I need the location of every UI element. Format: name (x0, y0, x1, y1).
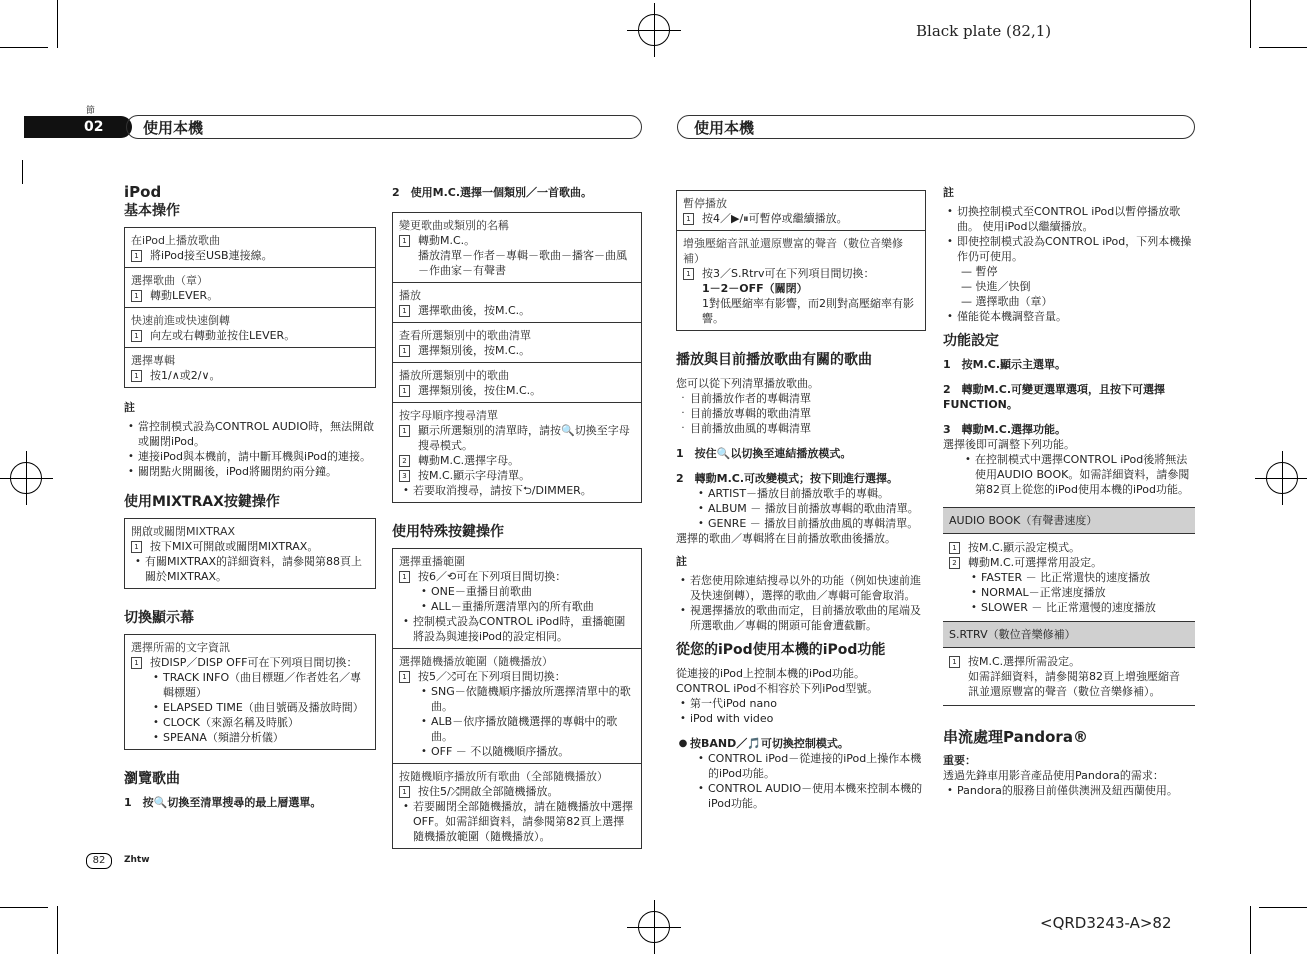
column-1 (124, 185, 376, 810)
bullet-icon: • (421, 746, 427, 757)
crop-mark (1250, 906, 1251, 954)
bullet-icon: • (403, 801, 409, 812)
list-item: • CLOCK（來源名稱及時脈） (131, 715, 369, 730)
step-number-icon: 1 (683, 213, 694, 225)
heading-ipod: iPod (124, 183, 162, 201)
language-code: Zhtw (124, 855, 150, 865)
heading-pandora: 串流處理Pandora® (943, 728, 1088, 746)
step-number-icon: 1 (131, 250, 142, 262)
list-item: • FASTER － 比正常還快的速度播放 (949, 570, 1189, 585)
bullet-icon: • (680, 698, 686, 709)
registration-mark (638, 911, 670, 943)
crop-mark (1259, 907, 1307, 908)
bullet-icon: • (698, 488, 704, 499)
step-text: 將iPod接至USB連接線。 (150, 249, 273, 262)
step-text: 轉動LEVER。 (150, 289, 219, 302)
list-item: • 第一代iPod nano (676, 696, 926, 711)
table-row (125, 228, 375, 267)
heading-switch-display: 切換顯示幕 (124, 610, 194, 626)
list-item: • OFF － 不以隨機順序播放。 (399, 744, 635, 759)
heading-mixtrax: 使用MIXTRAX按鍵操作 (124, 494, 280, 510)
table-row: 播放所選類別中的歌曲 1 選擇類別後，按住M.C.。 (393, 362, 641, 402)
step-number-icon: 2 (399, 455, 410, 467)
step-number-icon: 1 (399, 786, 410, 798)
list-item: · 目前播放作者的專輯清單 (681, 392, 811, 405)
step-number-icon: 1 (399, 345, 410, 357)
bullet-icon: • (947, 785, 953, 796)
table-row (125, 267, 375, 307)
bullet-icon: • (153, 717, 159, 728)
list-item: • Pandora的服務目前僅供澳洲及紐西蘭使用。 (943, 783, 1195, 798)
list-item: — 暫停 (961, 265, 998, 278)
list-item: • 連接iPod與本機前，請中斷耳機與iPod的連接。 (124, 449, 376, 464)
bullet-icon: • (698, 503, 704, 514)
bullet-icon: • (698, 783, 704, 794)
display-table: 選擇所需的文字資訊 1 按DISP／DISP OFF可在下列項目間切換： • TRACK INFO（曲目標題／作者姓名／專輯標題） • ELAPSED TIME（曲目號碼及播放時間） • CLOCK（來源名稱及時脈） • SPEANA（頻譜分析儀） (124, 634, 376, 750)
list-item: • TRACK INFO（曲目標題／作者姓名／專輯標題） (131, 670, 369, 700)
bullet-icon: • (153, 672, 159, 683)
audiobook-section: 1 按M.C.顯示設定模式。 2 轉動M.C.可選擇常用設定。 • FASTER － 比正常還快的速度播放 • NORMAL－正常速度播放 • SLOWER － 比正常還慢的速度播放 (943, 534, 1195, 615)
row-title: 選擇專輯 (131, 354, 175, 367)
list-item: · 目前播放專輯的歌曲清單 (681, 407, 811, 420)
table-row: 播放 1 選擇歌曲後，按M.C.。 (393, 282, 641, 322)
bullet-icon: • (421, 686, 427, 697)
list-item: • SPEANA（頻譜分析儀） (131, 730, 369, 745)
bullet-icon: • (403, 616, 409, 627)
document-code: <QRD3243-A>82 (1040, 914, 1172, 932)
list-item: • NORMAL－正常速度播放 (949, 585, 1189, 600)
list-item: • 僅能從本機調整音量。 (943, 309, 1195, 324)
bullet-icon: • (947, 311, 953, 322)
table-row (125, 307, 375, 347)
step-2: 2 使用M.C.選擇一個類別／一首歌曲。 (392, 186, 593, 199)
list-item: • 若要關閉全部隨機播放，請在隨機播放中選擇OFF。如需詳細資料，請參閱第82頁上選擇隨機播放範圍（隨機播放）。 (399, 799, 635, 844)
column-2 (392, 185, 642, 861)
row-title: 選擇所需的文字資訊 (131, 641, 230, 654)
list-item: • ARTIST－播放目前播放歌手的專輯。 (676, 486, 926, 501)
bullet-icon: ● (678, 738, 688, 749)
step-text: 向左或右轉動並按住LEVER。 (150, 329, 296, 342)
step-number-icon: 3 (399, 470, 410, 482)
heading-basic-operations: 基本操作 (124, 203, 180, 219)
bullet-icon: • (680, 575, 686, 586)
list-item: • ALBUM － 播放目前播放專輯的歌曲清單。 (676, 501, 926, 516)
step-text: 按1/∧或2/∨。 (150, 369, 221, 382)
step-number-icon: 1 (399, 671, 410, 683)
bullet-icon: • (128, 466, 134, 477)
list-item: • ELAPSED TIME（曲目號碼及播放時間） (131, 700, 369, 715)
registration-mark (1266, 462, 1298, 494)
srtrv-section: 1 按M.C.選擇所需設定。 如需詳細資料，請參閱第82頁上增強壓縮音訊並還原豐富的聲音（數位音樂修補）。 (943, 648, 1195, 706)
list-item: • iPod with video (676, 711, 926, 726)
step-number-icon: 1 (399, 571, 410, 583)
audiobook-header: AUDIO BOOK（有聲書速度） (943, 507, 1195, 534)
crop-mark (0, 47, 48, 48)
list-item: • CONTROL AUDIO－使用本機來控制本機的iPod功能。 (676, 781, 926, 811)
note-label: 註 (676, 555, 687, 568)
list-item: • ALB－依序播放隨機選擇的專輯中的歌曲。 (399, 714, 635, 744)
chapter-label: 節 (86, 106, 96, 116)
bullet-icon: • (971, 587, 977, 598)
registration-mark (10, 462, 42, 494)
step-number-icon: 2 (949, 557, 960, 569)
list-item: • ONE－重播目前歌曲 (399, 584, 635, 599)
bullet-icon: • (965, 454, 971, 465)
section-title-left: 使用本機 (126, 115, 642, 139)
note-label: 註 (124, 401, 135, 414)
list-item: • GENRE － 播放目前播放曲風的專輯清單。 (676, 516, 926, 531)
list-item: • CONTROL iPod－從連接的iPod上操作本機的iPod功能。 (676, 751, 926, 781)
step-number-icon: 1 (399, 235, 410, 247)
step-number-icon: 1 (949, 542, 960, 554)
step-number-icon: 1 (399, 305, 410, 317)
category-table (392, 212, 642, 503)
table-row: 選擇隨機播放範圍（隨機播放） 1 按5／⤮可在下列項目間切換： • SNG－依隨機順序播放所選擇清單中的歌曲。 • ALB－依序播放隨機選擇的專輯中的歌曲。 • OFF － 不以隨機順序播放。 (393, 648, 641, 763)
column-4: 註 • 切換控制模式至CONTROL iPod以暫停播放歌曲。 使用iPod以繼續播放。 • 即使控制模式設為CONTROL iPod，下列本機操作仍可使用。 — 暫停 — 快進／快倒 — 選擇歌曲（章） • 僅能從本機調整音量。 功能設定 1 按M.C.顯示主選單。 2 轉動M.C.可變更選單選項，且按下可選擇FUNCTION。 3 轉動M.C.選擇功能。 選擇後即可調整下列功能。 • 在控制模式中選擇CONTROL iPod後將無法使用AUDIO BOOK。如需詳細資料，請參閱第82頁上從您的iPod使用本機的iPod功能。 AUDIO BOOK（有聲書速度） 1 按M.C.顯示設定模式。 2 轉動M.C.可選擇常用設定。 • FASTER － 比正常還快的速度播放 • NORMAL－正常速度播放 • SLOWER － 比正常還慢的速度播放 S.RTRV（數位音樂修補） 1 按M.C.選擇所需設定。 如需詳細資料，請參閱第82頁上增強壓縮音訊並還原豐富的聲音（數位音樂修補）。 串流處理Pandora® 重要： 透過先鋒車用影音產品使用Pandora的需求： • Pandora的服務目前僅供澳洲及紐西蘭使用。 (943, 185, 1195, 798)
row-title: 快速前進或快速倒轉 (131, 314, 230, 327)
step-number-icon: 1 (949, 656, 960, 668)
crop-mark (1259, 47, 1307, 48)
bullet-icon: • (698, 518, 704, 529)
srtrv-header: S.RTRV（數位音樂修補） (943, 621, 1195, 648)
row-title: 開啟或關閉MIXTRAX (131, 525, 236, 538)
list-item: • 關閉點火開關後，iPod將關閉約兩分鐘。 (124, 464, 376, 479)
bullet-icon: • (680, 713, 686, 724)
list-item: • 即使控制模式設為CONTROL iPod，下列本機操作仍可使用。 (943, 234, 1195, 264)
bullet-icon: • (698, 753, 704, 764)
table-row (125, 347, 375, 387)
row-title: 選擇歌曲（章） (131, 274, 208, 287)
list-item: • 若您使用除連結搜尋以外的功能（例如快速前進及快速倒轉），選擇的歌曲／專輯可能會取消。 (676, 573, 926, 603)
step-number-icon: 1 (131, 541, 142, 553)
step-number-icon: 1 (683, 268, 694, 280)
crop-mark (22, 160, 23, 184)
bullet-icon: • (128, 421, 134, 432)
table-row: 選擇重播範圍 1 按6／⟲可在下列項目間切換： • ONE－重播目前歌曲 • ALL－重播所選清單內的所有歌曲 • 控制模式設為CONTROL iPod時，重播範圍將設為與連接iPod的設定相同。 (393, 549, 641, 648)
list-item: — 選擇歌曲（章） (961, 295, 1053, 308)
bullet-icon: • (971, 572, 977, 583)
bullet-icon: • (680, 605, 686, 616)
browse-step: 1 按🔍切換至清單搜尋的最上層選單。 (124, 796, 322, 809)
table-row: 增強壓縮音訊並還原豐富的聲音（數位音樂修補） 1 按3／S.Rtrv可在下列項目間切換： 1－2－OFF（關閉） 1對低壓縮率有影響，而2則對高壓縮率有影響。 (677, 230, 925, 330)
list-item: — 快進／快倒 (961, 280, 1031, 293)
step-number-icon: 1 (131, 657, 142, 669)
column-3: 暫停播放 1 按4／▶/⏸可暫停或繼續播放。 增強壓縮音訊並還原豐富的聲音（數位音樂修補） 1 按3／S.Rtrv可在下列項目間切換： 1－2－OFF（關閉） 1對低壓縮率有影響，而2則對高壓縮率有影響。 播放與目前播放歌曲有關的歌曲 您可以從下列清單播放歌曲。 · 目前播放作者的專輯清單 · 目前播放專輯的歌曲清單 · 目前播放曲風的專輯清單 1 按住🔍以切換至連結播放模式。 2 轉動M.C.可改變模式；按下則進行選擇。 • ARTIST－播放目前播放歌手的專輯。 • ALBUM － 播放目前播放專輯的歌曲清單。 • GENRE － 播放目前播放曲風的專輯清單。 選擇的歌曲／專輯將在目前播放歌曲後播放。 註 • 若您使用除連結搜尋以外的功能（例如快速前進及快速倒轉），選擇的歌曲／專輯可能會取消。 • 視選擇播放的歌曲而定，目前播放歌曲的尾端及所選歌曲／專輯的開頭可能會遭截斷。 從您的iPod使用本機的iPod功能 從連接的iPod上控制本機的iPod功能。 CONTROL iPod不相容於下列iPod型號。 • 第一代iPod nano • iPod with video ● 按BAND／🎵可切換控制模式。 • CONTROL iPod－從連接的iPod上操作本機的iPod功能。 • CONTROL AUDIO－使用本機來控制本機的iPod功能。 (676, 190, 926, 811)
table-row: 按隨機順序播放所有歌曲（全部隨機播放） 1 按住5/⤮開啟全部隨機播放。 • 若要關閉全部隨機播放，請在隨機播放中選擇OFF。如需詳細資料，請參閱第82頁上選擇隨機播放範圍（隨機播放）。 (393, 763, 641, 848)
crop-mark (57, 0, 58, 48)
special-keys-table (392, 548, 642, 849)
bullet-icon: • (421, 586, 427, 597)
step-number-icon: 1 (399, 425, 410, 437)
bullet-icon: • (947, 206, 953, 217)
list-item: • 當控制模式設為CONTROL AUDIO時，無法開啟或關閉iPod。 (124, 419, 376, 449)
note-label: 註 (943, 186, 954, 199)
registration-mark (638, 14, 670, 46)
heading-ipod-function: 從您的iPod使用本機的iPod功能 (676, 642, 886, 658)
bullet-icon: • (421, 716, 427, 727)
table-row: 暫停播放 1 按4／▶/⏸可暫停或繼續播放。 (683, 197, 848, 225)
list-item: • 若要取消搜尋，請按下⮌/DIMMER。 (399, 483, 635, 498)
table-row: 按字母順序搜尋清單 1 顯示所選類別的清單時，請按🔍切換至字母搜尋模式。 2 轉動M.C.選擇字母。 3 按M.C.顯示字母清單。 • 若要取消搜尋，請按下⮌/DIMMER。 (393, 402, 641, 502)
list-item: • 切換控制模式至CONTROL iPod以暫停播放歌曲。 使用iPod以繼續播放。 (943, 204, 1195, 234)
bullet-icon: • (135, 556, 141, 567)
mixtrax-table: 開啟或關閉MIXTRAX 1 按下MIX可開啟或關閉MIXTRAX。 • 有關MIXTRAX的詳細資料，請參閱第88頁上關於MIXTRAX。 (124, 518, 376, 589)
plate-label: Black plate (82,1) (916, 22, 1052, 40)
bullet-icon: • (971, 602, 977, 613)
row-title: 在iPod上播放歌曲 (131, 234, 221, 247)
bullet-icon: • (403, 485, 409, 496)
list-item: · 目前播放曲風的專輯清單 (681, 422, 811, 435)
crop-mark (57, 906, 58, 954)
step-number-icon: 1 (131, 370, 142, 382)
step-number-icon: 1 (131, 330, 142, 342)
heading-function-settings: 功能設定 (943, 333, 999, 349)
table-row: 變更歌曲或類別的名稱 1 轉動M.C.。 播放清單－作者－專輯－歌曲－播客－曲風－作曲家－有聲書 (399, 219, 627, 277)
section-title-right: 使用本機 (677, 115, 1195, 139)
bullet-icon: • (128, 451, 134, 462)
step-number-icon: 1 (131, 290, 142, 302)
basic-operations-table (124, 227, 376, 388)
crop-mark (0, 907, 48, 908)
table-row: 查看所選類別中的歌曲清單 1 選擇類別後，按M.C.。 (393, 322, 641, 362)
heading-special-keys: 使用特殊按鍵操作 (392, 524, 504, 540)
list-item: • 視選擇播放的歌曲而定，目前播放歌曲的尾端及所選歌曲／專輯的開頭可能會遭截斷。 (676, 603, 926, 633)
list-item: • SNG－依隨機順序播放所選擇清單中的歌曲。 (399, 684, 635, 714)
list-item: ● 按BAND／🎵可切換控制模式。 (676, 736, 926, 751)
bullet-icon: • (153, 702, 159, 713)
bullet-icon: • (947, 236, 953, 247)
step-number-icon: 1 (399, 385, 410, 397)
heading-related-songs: 播放與目前播放歌曲有關的歌曲 (676, 352, 872, 368)
list-item: • SLOWER － 比正常還慢的速度播放 (949, 600, 1189, 615)
bullet-icon: • (153, 732, 159, 743)
pause-table (676, 190, 926, 331)
list-item: • 有關MIXTRAX的詳細資料，請參閱第88頁上關於MIXTRAX。 (131, 554, 369, 584)
page-number: 82 (86, 853, 112, 869)
bullet-icon: • (421, 601, 427, 612)
chapter-number: 02 (24, 116, 132, 138)
list-item: • 控制模式設為CONTROL iPod時，重播範圍將設為與連接iPod的設定相同。 (399, 614, 635, 644)
crop-mark (1250, 0, 1251, 48)
heading-browse: 瀏覽歌曲 (124, 771, 180, 787)
list-item: • ALL－重播所選清單內的所有歌曲 (399, 599, 635, 614)
list-item: • 在控制模式中選擇CONTROL iPod後將無法使用AUDIO BOOK。如需詳細資料，請參閱第82頁上從您的iPod使用本機的iPod功能。 (943, 452, 1195, 497)
